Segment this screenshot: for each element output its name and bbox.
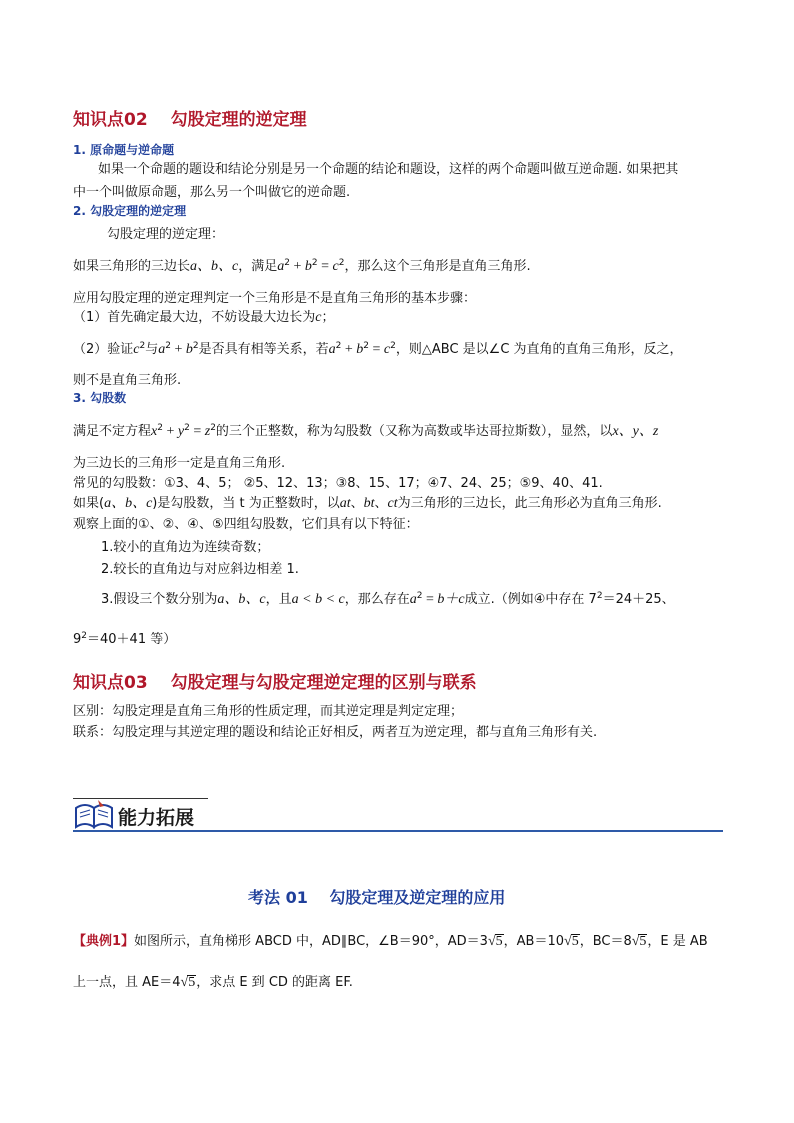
example-label: 【典例1】 xyxy=(73,934,135,949)
s3-feat3: 3.假设三个数分别为a、b、c，且a < b < c，那么存在$a^2 = b+c$成立.（例如④中存在 $7^2=24+25$、 xyxy=(101,591,675,607)
s1-line1: 如果一个命题的题设和结论分别是另一个命题的结论和题设，这样的两个命题叫做互逆命题. 如果把其 xyxy=(98,162,679,177)
s2-step2: （2）验证$c^2$与$a^2 + b^2$是否具有相等关系，若$a^2 + b^2 = c^2$，则△ABC 是以∠C 为直角的直角三角形，反之， xyxy=(73,341,683,357)
s2-intro: 勾股定理的逆定理： xyxy=(107,227,225,242)
k03-title: 知识点03 勾股定理与勾股定理逆定理的区别与联系 xyxy=(73,673,477,693)
s1-heading: 1. 原命题与逆命题 xyxy=(73,143,175,157)
k03-diff: 区别：勾股定理是直角三角形的性质定理，而其逆定理是判定定理； xyxy=(73,704,464,719)
s2-steps-intro: 应用勾股定理的逆定理判定一个三角形是不是直角三角形的基本步骤： xyxy=(73,291,477,306)
s3-feat3-end: $9^2=40+41$ 等） xyxy=(73,631,177,647)
s3-feat2: 2.较长的直角边与对应斜边相差 1. xyxy=(101,562,299,577)
s2-heading: 2. 勾股定理的逆定理 xyxy=(73,204,187,218)
k02-title: 知识点02 勾股定理的逆定理 xyxy=(73,110,307,130)
s2-step2-end: 则不是直角三角形. xyxy=(73,373,182,388)
s3-if: 如果(a、b、c)是勾股数，当 t 为正整数时，以at、bt、ct为三角形的三边长，此三角形必为直角三角形. xyxy=(73,496,662,511)
s1-line2: 中一个叫做原命题，那么另一个叫做它的逆命题. xyxy=(73,185,351,200)
s3-common: 常见的勾股数：①3、4、5； ②5、12、13；③8、15、17；④7、24、25；⑤9、40、41. xyxy=(73,476,603,491)
s3-line1: 满足不定方程$x^2 + y^2 = z^2$的三个正整数，称为勾股数（又称为高数或毕达哥拉斯数），显然，以x、y、z xyxy=(73,423,659,439)
kaofa-title: 考法 01 勾股定理及逆定理的应用 xyxy=(248,888,506,907)
s2-step1: （1）首先确定最大边，不妨设最大边长为c； xyxy=(73,310,335,325)
example-line1: 【典例1】如图所示，直角梯形 ABCD 中，AD∥BC，∠B＝90°，AD＝3√5，AB＝10√5，BC＝8√5，E 是 AB xyxy=(73,934,708,949)
s3-line2: 为三边长的三角形一定是直角三角形. xyxy=(73,456,286,471)
s3-heading: 3. 勾股数 xyxy=(73,391,127,405)
s3-feat1: 1.较小的直角边为连续奇数； xyxy=(101,540,270,555)
k03-link: 联系：勾股定理与其逆定理的题设和结论正好相反，两者互为逆定理，都与直角三角形有关. xyxy=(73,725,598,740)
s3-observe: 观察上面的①、②、④、⑤四组勾股数，它们具有以下特征： xyxy=(73,517,419,532)
example-line2: 上一点，且 AE＝4√5，求点 E 到 CD 的距离 EF. xyxy=(73,975,353,990)
section-bottom-rule xyxy=(73,830,723,832)
s2-theorem: 如果三角形的三边长a、b、c，满足$a^2 + b^2 = c^2$，那么这个三角形是直角三角形. xyxy=(73,258,531,274)
book-icon xyxy=(74,798,114,830)
section-title: 能力拓展 xyxy=(118,807,195,829)
